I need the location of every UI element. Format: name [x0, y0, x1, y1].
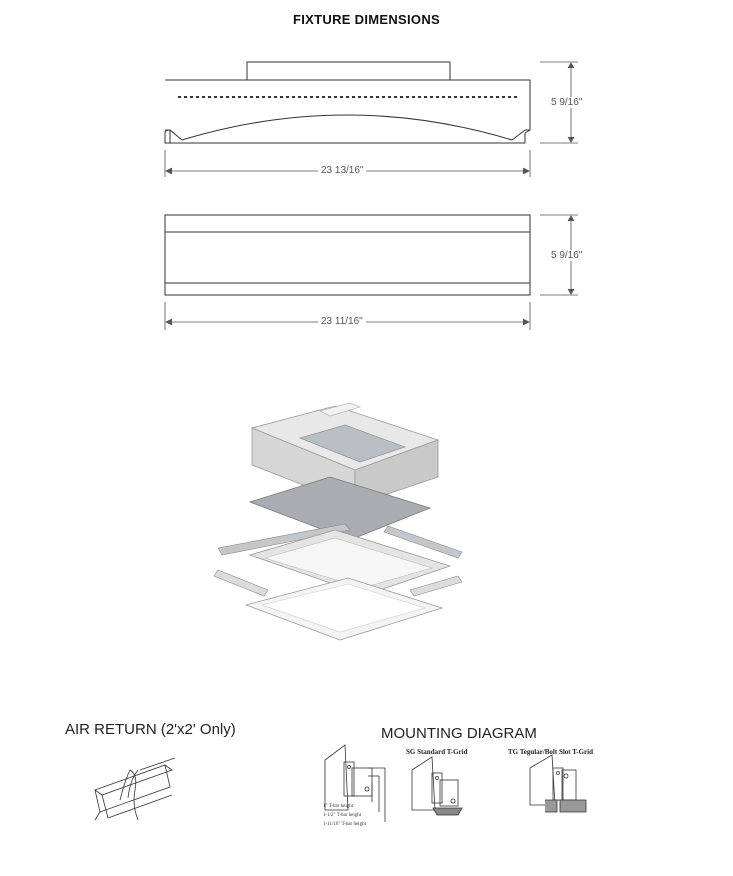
side-width-label: 23 11/16" — [318, 316, 366, 327]
note-1-11-16in: 1-11/16" T-bar height — [323, 822, 366, 827]
front-view — [165, 62, 530, 143]
tg-label: TG Tegular/Bolt Slot T-Grid — [508, 748, 593, 756]
air-return-sketch — [95, 758, 175, 820]
mounting-sketch-tg — [530, 755, 586, 812]
note-1in: 1" T-bar height — [323, 804, 354, 809]
front-height-label: 5 9/16" — [548, 97, 585, 108]
mounting-heading: MOUNTING DIAGRAM — [381, 725, 537, 742]
side-view — [165, 215, 530, 295]
air-return-heading: AIR RETURN (2'x2' Only) — [65, 721, 236, 738]
note-1-1-2in: 1-1/2" T-bar height — [323, 813, 362, 818]
front-width-label: 23 13/16" — [318, 165, 366, 176]
mounting-sketch-1 — [325, 745, 385, 822]
side-height-label: 5 9/16" — [548, 250, 585, 261]
page-title: FIXTURE DIMENSIONS — [293, 12, 440, 27]
mounting-sketch-sg — [412, 757, 462, 815]
exploded-view — [214, 403, 462, 640]
sg-label: SG Standard T-Grid — [406, 748, 468, 756]
